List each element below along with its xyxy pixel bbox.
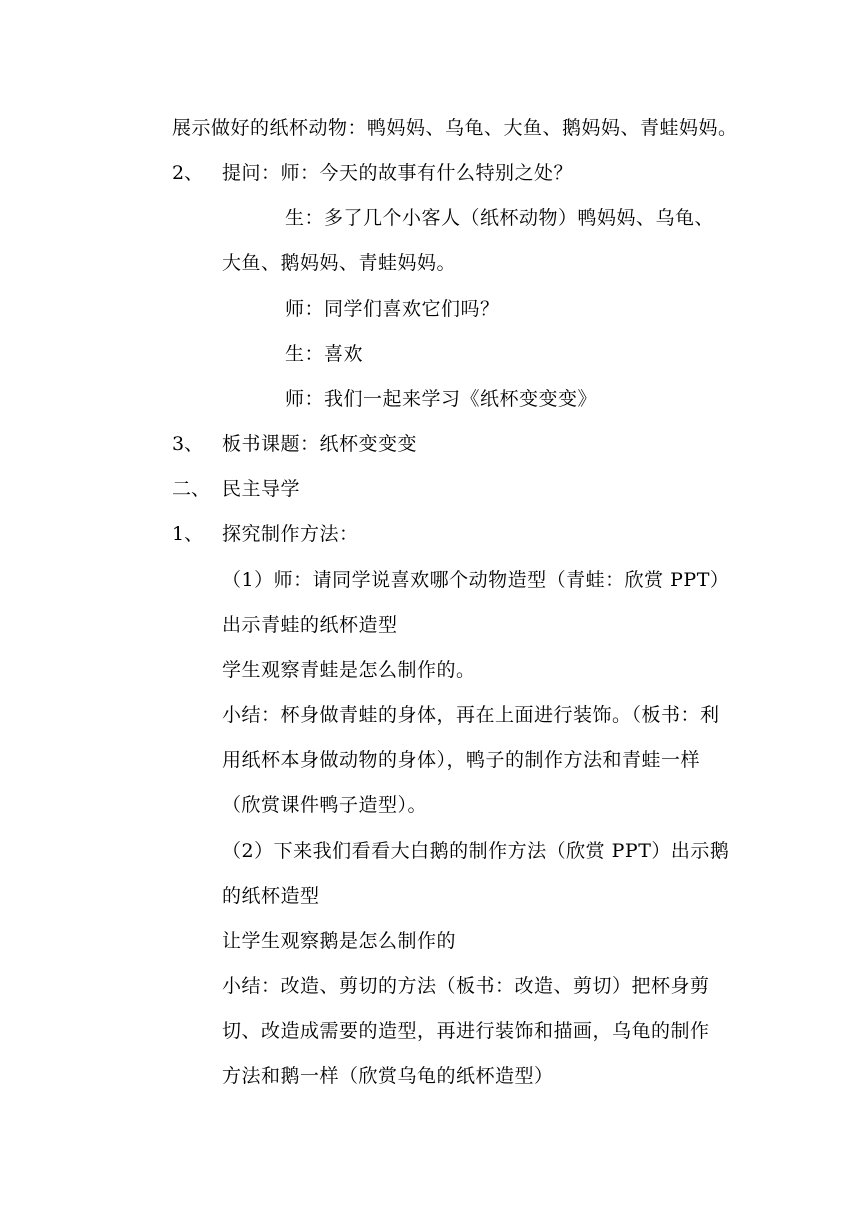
list-marker: 3、 [172, 433, 204, 455]
list-marker: 2、 [172, 162, 204, 184]
text-line: 大鱼、鹅妈妈、青蛙妈妈。 [222, 252, 457, 274]
list-marker: 1、 [172, 523, 204, 545]
text-line: 生：喜欢 [285, 343, 364, 365]
text-line: 切、改造成需要的造型，再进行装饰和描画，乌龟的制作 [222, 1020, 710, 1042]
text-line: 师：同学们喜欢它们吗？ [285, 298, 500, 320]
text-line: 展示做好的纸杯动物：鸭妈妈、乌龟、大鱼、鹅妈妈、青蛙妈妈。 [172, 117, 738, 139]
list-marker: 二、 [172, 478, 211, 500]
text-line: 探究制作方法： [222, 523, 359, 545]
text-line: 小结：杯身做青蛙的身体，再在上面进行装饰。（板书：利 [222, 704, 720, 726]
text-line: 方法和鹅一样（欣赏乌龟的纸杯造型） [222, 1065, 554, 1087]
text-line: 提问：师：今天的故事有什么特别之处？ [222, 162, 574, 184]
text-line: （2）下来我们看看大白鹅的制作方法（欣赏 PPT）出示鹅 [222, 840, 730, 862]
text-line: 师：我们一起来学习《纸杯变变变》 [285, 388, 598, 410]
section-heading: 民主导学 [222, 478, 301, 500]
text-line: 用纸杯本身做动物的身体），鸭子的制作方法和青蛙一样 [222, 749, 701, 771]
text-line: 学生观察青蛙是怎么制作的。 [222, 659, 476, 681]
text-line: 的纸杯造型 [222, 885, 320, 907]
text-line: 生：多了几个小客人（纸杯动物）鸭妈妈、乌龟、 [285, 207, 715, 229]
text-line: 板书课题：纸杯变变变 [222, 433, 418, 455]
text-line: （1）师：请同学说喜欢哪个动物造型（青蛙：欣赏 PPT） [222, 569, 730, 591]
text-line: 让学生观察鹅是怎么制作的 [222, 930, 457, 952]
text-line: 出示青蛙的纸杯造型 [222, 614, 398, 636]
text-line: 小结：改造、剪切的方法（板书：改造、剪切）把杯身剪 [222, 975, 710, 997]
text-line: （欣赏课件鸭子造型）。 [222, 794, 428, 816]
